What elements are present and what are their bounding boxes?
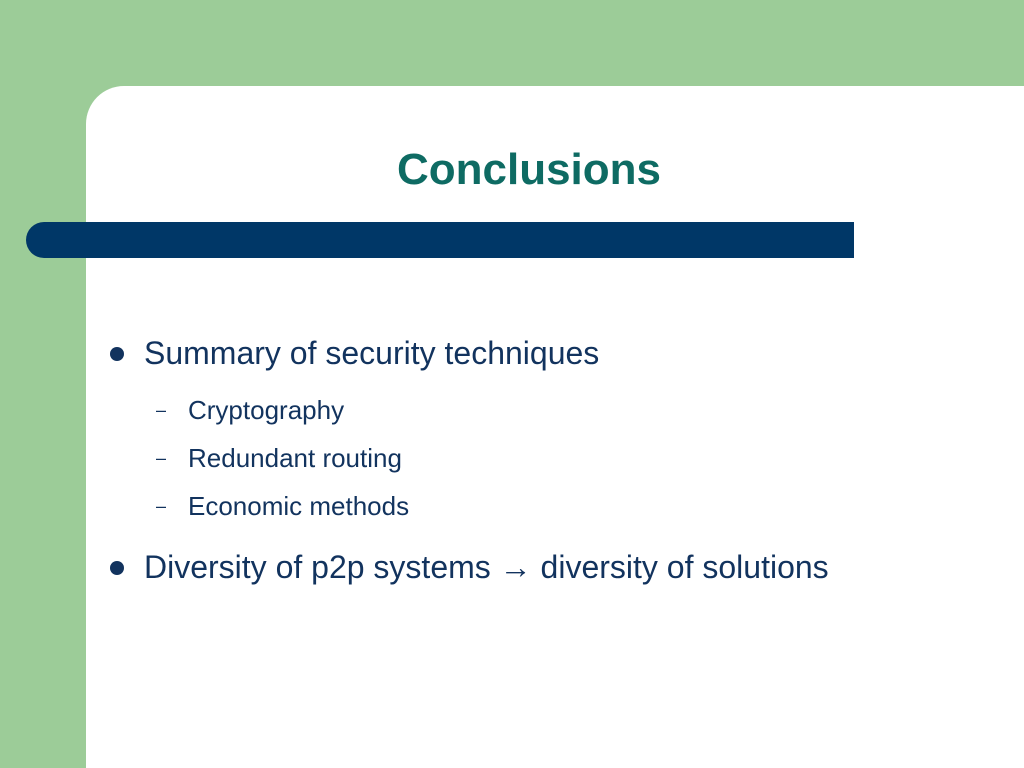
bullet-item-summary	[104, 330, 864, 376]
dash-icon: –	[156, 496, 167, 516]
sub-bullet-item-economic-methods	[104, 482, 864, 530]
title-underline-bar	[26, 222, 854, 258]
bullet-dot-icon	[110, 561, 124, 575]
sub-bullet-item-cryptography	[104, 386, 864, 434]
sub-bullet-text: Cryptography	[188, 395, 345, 425]
dash-icon: –	[156, 400, 167, 420]
bullet-text: Diversity of p2p systems → diversity of solutions	[144, 549, 829, 585]
sub-bullet-text: Redundant routing	[188, 443, 402, 473]
dash-icon: –	[156, 448, 167, 468]
sub-bullet-item-redundant-routing	[104, 434, 864, 482]
sub-bullet-list	[104, 386, 864, 530]
slide-title: Conclusions	[396, 145, 662, 194]
bullet-dot-icon	[110, 347, 124, 361]
background-green-corner	[0, 0, 358, 86]
bullet-list	[104, 330, 864, 600]
sub-bullet-text: Economic methods	[188, 491, 410, 521]
bullet-item-diversity	[104, 544, 864, 590]
bullet-text: Summary of security techniques	[144, 335, 600, 371]
